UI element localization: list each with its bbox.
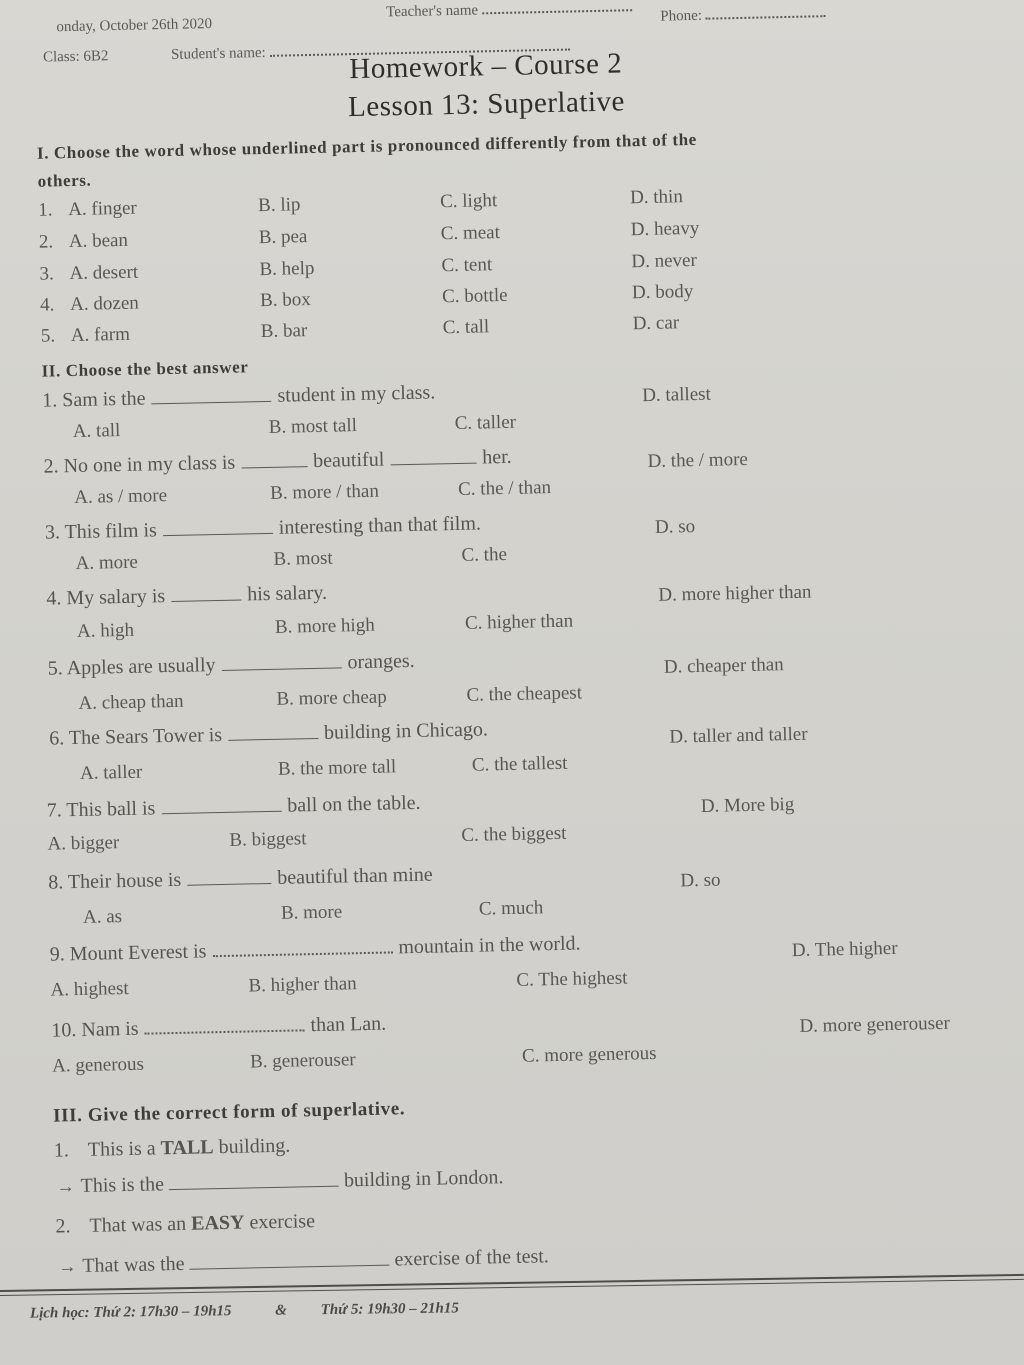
s2-option-d[interactable]: D. taller and taller [669,723,808,748]
answer-blank[interactable] [228,738,318,741]
s1-option-a: A. dozen [69,292,139,316]
s1-option-a: A. bean [68,229,129,253]
student-name-label: Student's name: [171,39,570,64]
s2-option-b[interactable]: B. more high [274,614,375,638]
question-text: 9. Mount Everest is [49,940,207,966]
s2-option-b[interactable]: B. the more tall [277,756,397,780]
s2-question [46,582,327,611]
s2-option-a[interactable]: A. more [75,551,139,574]
s2-option-d[interactable]: D. so [654,516,696,538]
question-text: 3. This film is [44,519,158,544]
s1-option-b: B. box [259,289,312,312]
s1-row-number: 2. [38,231,54,253]
date-text: onday, October 26th 2020 [56,16,213,36]
s2-option-b[interactable]: B. most tall [268,415,358,438]
s3-item2-answer: → That was the exercise of the test. [58,1245,550,1278]
s1-option-c: C. meat [440,222,501,245]
s3-item2-prompt: 2. That was an EASY exercise [55,1210,316,1238]
question-text: 1. Sam is the [41,387,146,412]
s2-option-a[interactable]: A. highest [50,977,129,1001]
question-text: ball on the table. [287,791,421,817]
answer-blank[interactable] [145,1029,305,1034]
s2-option-a[interactable]: A. tall [72,420,121,443]
s1-option-d: D. car [632,312,680,335]
question-text: building in Chicago. [323,718,489,744]
question-text: 7. This ball is [46,797,156,822]
question-text: than Lan. [310,1012,387,1037]
s1-option-c: C. light [439,190,498,213]
question-text: 5. Apples are usually [47,654,216,680]
s2-option-a[interactable]: A. taller [79,761,143,784]
s2-question [48,650,415,681]
s2-question [50,933,581,967]
s2-option-c[interactable]: C. much [478,897,544,920]
s2-option-d[interactable]: D. tallest [642,383,712,407]
s2-option-b[interactable]: B. biggest [229,828,307,851]
answer-blank[interactable] [190,1265,390,1270]
s1-option-d: D. thin [629,186,684,209]
s1-option-d: D. heavy [630,217,700,241]
question-text: 8. Their house is [48,868,182,894]
s1-option-b: B. bar [260,320,308,343]
s2-question [45,512,481,544]
class-label: Class: 6B2 [42,48,109,66]
s2-option-a[interactable]: A. cheap than [78,690,184,714]
s2-option-b[interactable]: B. higher than [248,973,357,997]
s2-option-a[interactable]: A. bigger [47,832,120,855]
s1-option-b: B. pea [258,226,308,249]
s1-option-b: B. lip [257,194,301,217]
s1-option-c: C. tent [441,254,493,277]
question-text: student in my class. [277,381,436,407]
s1-option-c: C. bottle [441,284,508,308]
s2-option-c[interactable]: C. The highest [516,967,628,991]
s2-option-b[interactable]: B. more / than [269,480,380,504]
s2-option-d[interactable]: D. more generouser [799,1012,951,1037]
question-text: mountain in the world. [398,932,581,959]
question-text: 6. The Sears Tower is [49,723,223,750]
s1-option-c: C. tall [442,316,490,339]
s2-question [47,792,421,823]
question-text: beautiful [312,448,385,472]
s2-question [42,381,436,412]
s2-option-a[interactable]: A. generous [51,1053,145,1077]
s3-item1-prompt: 1. This is a TALL building. [53,1134,291,1162]
s2-option-d[interactable]: D. so [680,869,721,892]
s1-row-number: 3. [39,263,55,285]
s1-option-d: D. body [631,280,694,304]
s2-option-d[interactable]: D. cheaper than [663,654,784,678]
s2-option-a[interactable]: A. as [82,906,123,928]
s2-option-c[interactable]: C. higher than [464,610,574,634]
s1-option-a: A. farm [70,323,131,347]
s2-option-c[interactable]: C. the biggest [461,822,567,846]
s2-option-b[interactable]: B. more [280,901,343,924]
s1-row-number: 5. [40,325,56,347]
s2-option-c[interactable]: C. the tallest [471,752,568,776]
s2-option-d[interactable]: D. the / more [647,448,749,472]
question-text: oranges. [347,649,415,674]
section1-heading-cont: others. [37,170,92,191]
answer-blank[interactable] [187,883,271,886]
s2-option-b[interactable]: B. generouser [249,1049,356,1073]
s2-option-d[interactable]: D. The higher [791,937,898,962]
s3-item1-answer: → This is the building in London. [56,1166,504,1198]
s2-option-b[interactable]: B. most [273,547,333,570]
section3-heading: III. Give the correct form of superlative. [52,1098,406,1127]
s1-option-a: A. finger [67,197,137,221]
s2-option-c[interactable]: C. the / than [457,477,552,500]
s2-option-b[interactable]: B. more cheap [276,686,387,710]
question-text: his salary. [246,581,328,606]
question-text: interesting than that film. [278,512,482,539]
s2-question [48,864,433,895]
s2-question [43,446,512,479]
answer-blank[interactable] [163,533,273,536]
answer-blank[interactable] [241,466,307,468]
s2-option-c[interactable]: C. the [461,543,508,566]
s2-option-d[interactable]: D. More big [700,793,795,817]
footer-schedule: Lịch học: Thứ 2: 17h30 – 19h15 & Thứ 5: 19h30 – 21h15 [29,1300,459,1322]
s1-option-d: D. never [631,249,698,273]
question-text: 2. No one in my class is [43,451,236,478]
s2-option-a[interactable]: A. as / more [74,485,168,509]
page-subtitle: Lesson 13: Superlative [347,85,626,124]
teacher-label: Teacher's name [386,0,632,21]
s2-question [51,1013,386,1043]
answer-blank[interactable] [390,463,476,466]
answer-blank[interactable] [169,1186,339,1191]
answer-blank[interactable] [161,811,281,815]
question-text: beautiful than mine [276,863,433,889]
s2-option-c[interactable]: C. taller [454,411,517,435]
answer-blank[interactable] [152,401,272,405]
question-text: her. [482,445,512,469]
s2-question [49,718,488,750]
answer-blank[interactable] [171,600,241,602]
s2-option-c[interactable]: C. more generous [521,1042,657,1067]
page-title: Homework – Course 2 [348,47,623,86]
phone-label: Phone: [660,5,826,25]
answer-blank[interactable] [213,951,393,957]
answer-blank[interactable] [222,667,342,671]
section2-heading: II. Choose the best answer [41,357,249,381]
section1-heading: I. Choose the word whose underlined part is pronounced differently from that of the [36,129,698,163]
s1-row-number: 4. [39,294,55,316]
s2-option-d[interactable]: D. more higher than [658,581,812,606]
s1-option-a: A. desert [69,261,139,285]
question-text: 10. Nam is [51,1017,139,1042]
question-text: 4. My salary is [46,585,166,610]
s2-option-a[interactable]: A. high [76,619,135,642]
s1-row-number: 1. [37,199,53,221]
s2-option-c[interactable]: C. the cheapest [466,682,583,706]
s1-option-b: B. help [259,257,315,281]
